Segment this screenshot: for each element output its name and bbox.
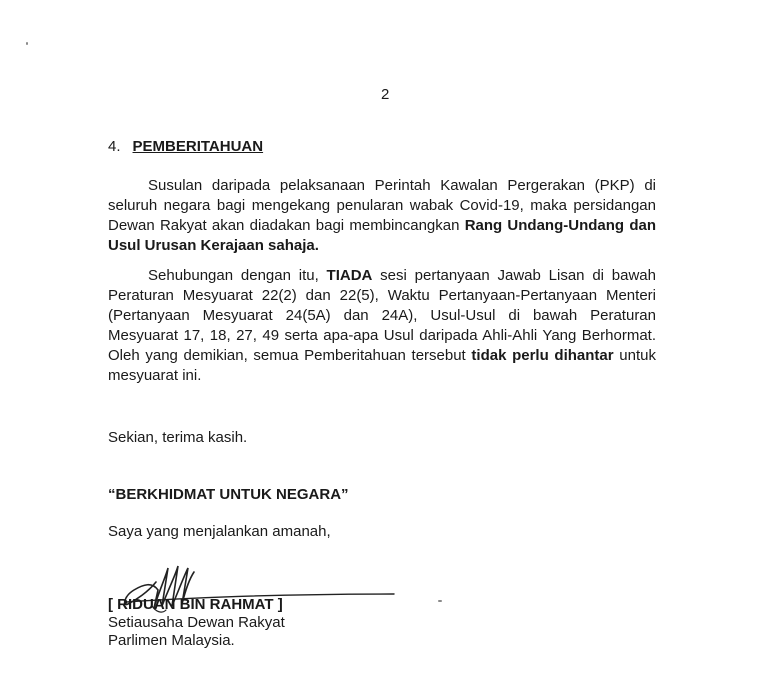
paragraph-no-questions (108, 266, 656, 386)
signatory-name: [ RIDUAN BIN RAHMAT ] (108, 596, 283, 613)
paragraph2-bold-not-required: tidak perlu dihantar (471, 347, 614, 364)
closing-line: Sekian, terima kasih. (108, 429, 248, 446)
signatory-title: Setiausaha Dewan Rakyat (108, 614, 285, 631)
scan-speck (26, 42, 28, 45)
paragraph1-text: Susulan daripada pelaksanaan Perintah Kawalan Pergerakan (PKP) di seluruh negara bagi mengekang penularan wabak Covid-19, maka persidangan Dewan Rakyat akan diadakan bagi membincangkan (108, 177, 656, 234)
paragraph2-text-middle: sesi pertanyaan Jawab Lisan di bawah Peraturan Mesyuarat 22(2) dan 22(5), Waktu Pertanyaan-Pertanyaan Menteri (Pertanyaan Mesyuarat 24(5A) dan 24A), Usul-Usul di bawah Peraturan Mesyuarat 17, 18, 27, 49 serta apa-apa Usul daripada Ahli-Ahli Yang Berhormat. Oleh yang demikian, semua Pemberitahuan tersebut (108, 267, 656, 364)
paragraph2-text-end: untuk mesyuarat ini. (108, 347, 656, 384)
signatory-organization: Parlimen Malaysia. (108, 632, 235, 649)
section-heading (108, 138, 263, 155)
scan-speck (438, 600, 442, 602)
trust-line: Saya yang menjalankan amanah, (108, 523, 331, 540)
paragraph2-bold-tiada: TIADA (326, 267, 373, 284)
motto: “BERKHIDMAT UNTUK NEGARA” (108, 486, 349, 503)
page-number: 2 (381, 86, 390, 103)
section-title: PEMBERITAHUAN (132, 138, 264, 155)
paragraph2-text-start: Sehubungan dengan itu, (148, 267, 327, 284)
paragraph-pkp-notice (108, 176, 656, 256)
paragraph1-bold: Rang Undang-Undang dan Usul Urusan Kerajaan sahaja. (108, 217, 656, 254)
section-number: 4. (108, 138, 121, 155)
